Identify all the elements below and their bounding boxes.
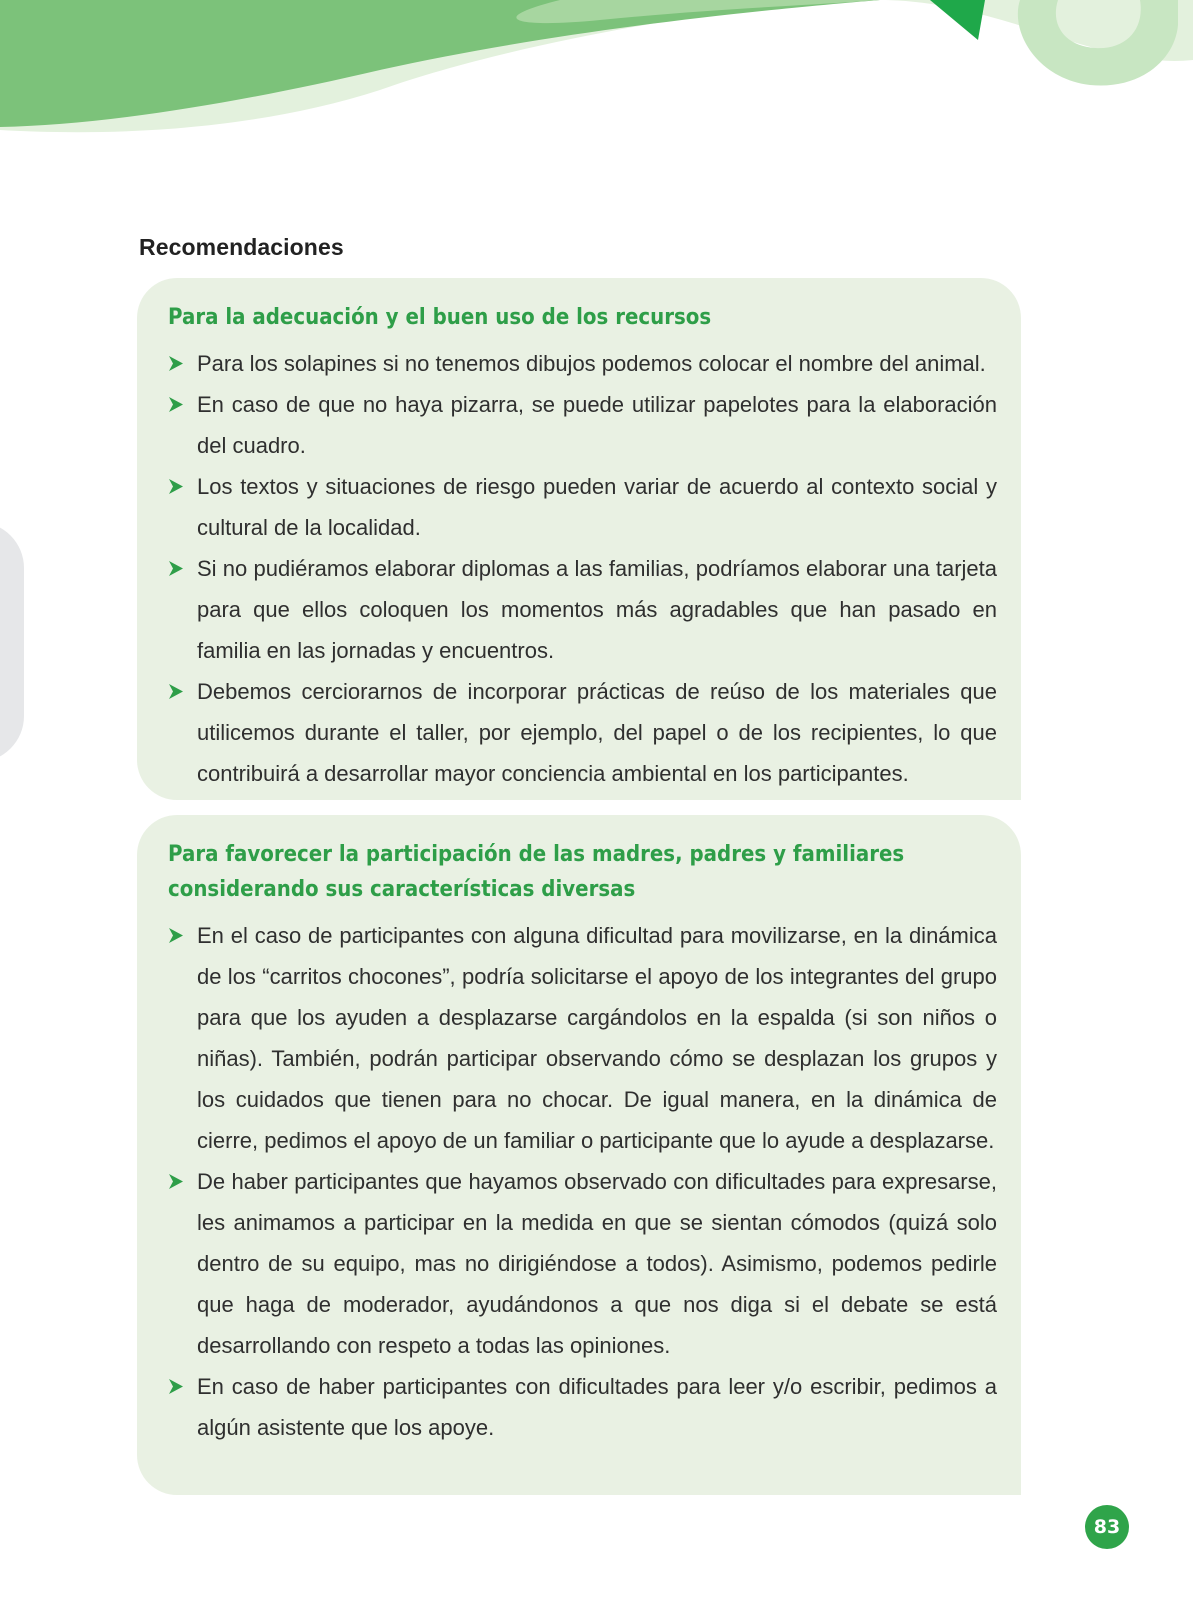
recommendation-list [168, 915, 997, 1448]
list-item-text: En el caso de participantes con alguna dificultad para movilizarse, en la dinámica de los “carritos chocones”, podría solicitarse el apoyo de los integrantes del grupo para que los ayuden a desplazarse cargándolos en la espalda (si son niños o niñas). También, podrán participar observando cómo se desplazan los grupos y los cuidados que tienen para no chocar. De igual manera, en la dinámica de cierre, pedimos el apoyo de un familiar o participante que lo ayude a desplazarse. [197, 923, 997, 1153]
list-item [168, 548, 997, 671]
list-item-text: Los textos y situaciones de riesgo pueden variar de acuerdo al contexto social y cultural de la localidad. [197, 474, 997, 540]
box-title: Para la adecuación y el buen uso de los recursos [168, 305, 712, 330]
section-heading: Recomendaciones [139, 234, 344, 260]
arrow-bullet-icon [168, 1173, 184, 1190]
arrow-bullet-icon [168, 1378, 184, 1395]
page-number: 83 [1085, 1505, 1129, 1549]
list-item [168, 1366, 997, 1448]
list-item [168, 466, 997, 548]
list-item-text: Para los solapines si no tenemos dibujos podemos colocar el nombre del animal. [197, 351, 986, 376]
list-item [168, 343, 997, 384]
arrow-bullet-icon [168, 478, 184, 495]
list-item [168, 671, 997, 794]
list-item [168, 384, 997, 466]
list-item-text: Si no pudiéramos elaborar diplomas a las familias, podríamos elaborar una tarjeta para que ellos coloquen los momentos más agradables que han pasado en familia en las jornadas y encuentros. [197, 556, 997, 663]
list-item-text: De haber participantes que hayamos observado con dificultades para expresarse, les animamos a participar en la medida en que se sientan cómodos (quizá solo dentro de su equipo, mas no dirigiéndose a todos). Asimismo, podemos pedirle que haga de moderador, ayudándonos a que nos diga si el debate se está desarrollando con respeto a todas las opiniones. [197, 1169, 997, 1358]
arrow-bullet-icon [168, 355, 184, 372]
recommendation-box-resources [137, 278, 1021, 800]
arrow-bullet-icon [168, 927, 184, 944]
recommendation-box-participation [137, 815, 1021, 1495]
list-item [168, 915, 997, 1161]
leaf-wave-decoration [0, 0, 1193, 140]
arrow-bullet-icon [168, 683, 184, 700]
box-title: Para favorecer la participación de las madres, padres y familiares considerando sus características diversas [168, 842, 905, 902]
list-item-text: En caso de que no haya pizarra, se puede utilizar papelotes para la elaboración del cuadro. [197, 392, 997, 458]
list-item-text: En caso de haber participantes con dificultades para leer y/o escribir, pedimos a algún asistente que los apoye. [197, 1374, 997, 1440]
recommendation-list [168, 343, 997, 794]
side-tab [0, 522, 24, 762]
arrow-bullet-icon [168, 396, 184, 413]
list-item-text: Debemos cerciorarnos de incorporar prácticas de reúso de los materiales que utilicemos durante el taller, por ejemplo, del papel o de los recipientes, lo que contribuirá a desarrollar mayor conciencia ambiental en los participantes. [197, 679, 997, 786]
list-item [168, 1161, 997, 1366]
arrow-bullet-icon [168, 560, 184, 577]
